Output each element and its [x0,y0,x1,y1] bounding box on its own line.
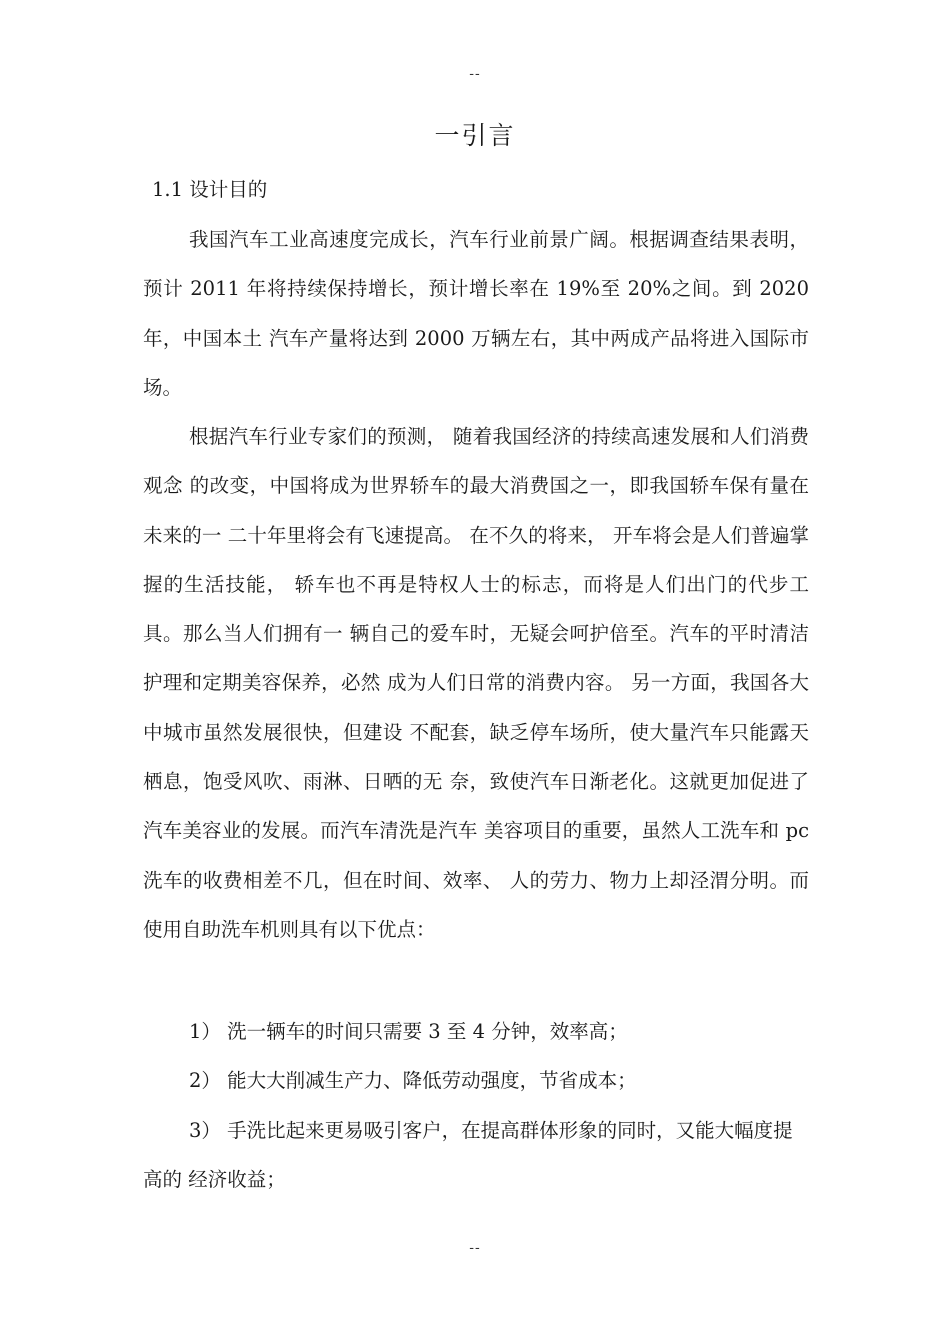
list-item: 1） 洗一辆车的时间只需要 3 至 4 分钟，效率高； [189,1020,628,1043]
footer-marker: -- [469,1240,481,1256]
page-title: 一引言 [434,121,516,150]
section-heading: 1.1 设计目的 [152,178,268,201]
list-item: 3） 手洗比起来更易吸引客户，在提高群体形象的同时，又能大幅度提高的 经济收益； [143,1119,793,1192]
paragraph: 根据汽车行业专家们的预测， 随着我国经济的持续高速发展和人们消费观念 的改变，中国将成为世界轿车的最大消费国之一，即我国轿车保有量在未来的一 二十年里将会有飞速提高。 在不久的将来， 开车将会是人们普遍掌握的生活技能， 轿车也不再是特权人士的标志，而将是人们出门的代步工具。那么当人们拥有一 辆自己的爱车时，无疑会呵护倍至。汽车的平时清洁护理和定期美容保养，必然 成为人们日常的消费内容。 另一方面，我国各大中城市虽然发展很快，但建设 不配套，缺乏停车场所，使大量汽车只能露天栖息，饱受风吹、雨淋、日晒的无 奈，致使汽车日渐老化。这就更加促进了汽车美容业的发展。而汽车清洗是汽车 美容项目的重要，虽然人工洗车和 pc 洗车的收费相差不几，但在时间、效率、 人的劳力、物力上却泾渭分明。而使用自助洗车机则具有以下优点： [143,425,809,941]
header-marker: -- [469,66,481,82]
paragraph: 我国汽车工业高速度完成长，汽车行业前景广阔。根据调查结果表明，预计 2011 年将持续保持增长，预计增长率在 19%至 20%之间。到 2020 年，中国本土 汽车产量将达到 2000 万辆左右，其中两成产品将进入国际市场。 [143,228,809,399]
list-item: 2） 能大大削减生产力、降低劳动强度，节省成本； [189,1069,637,1092]
